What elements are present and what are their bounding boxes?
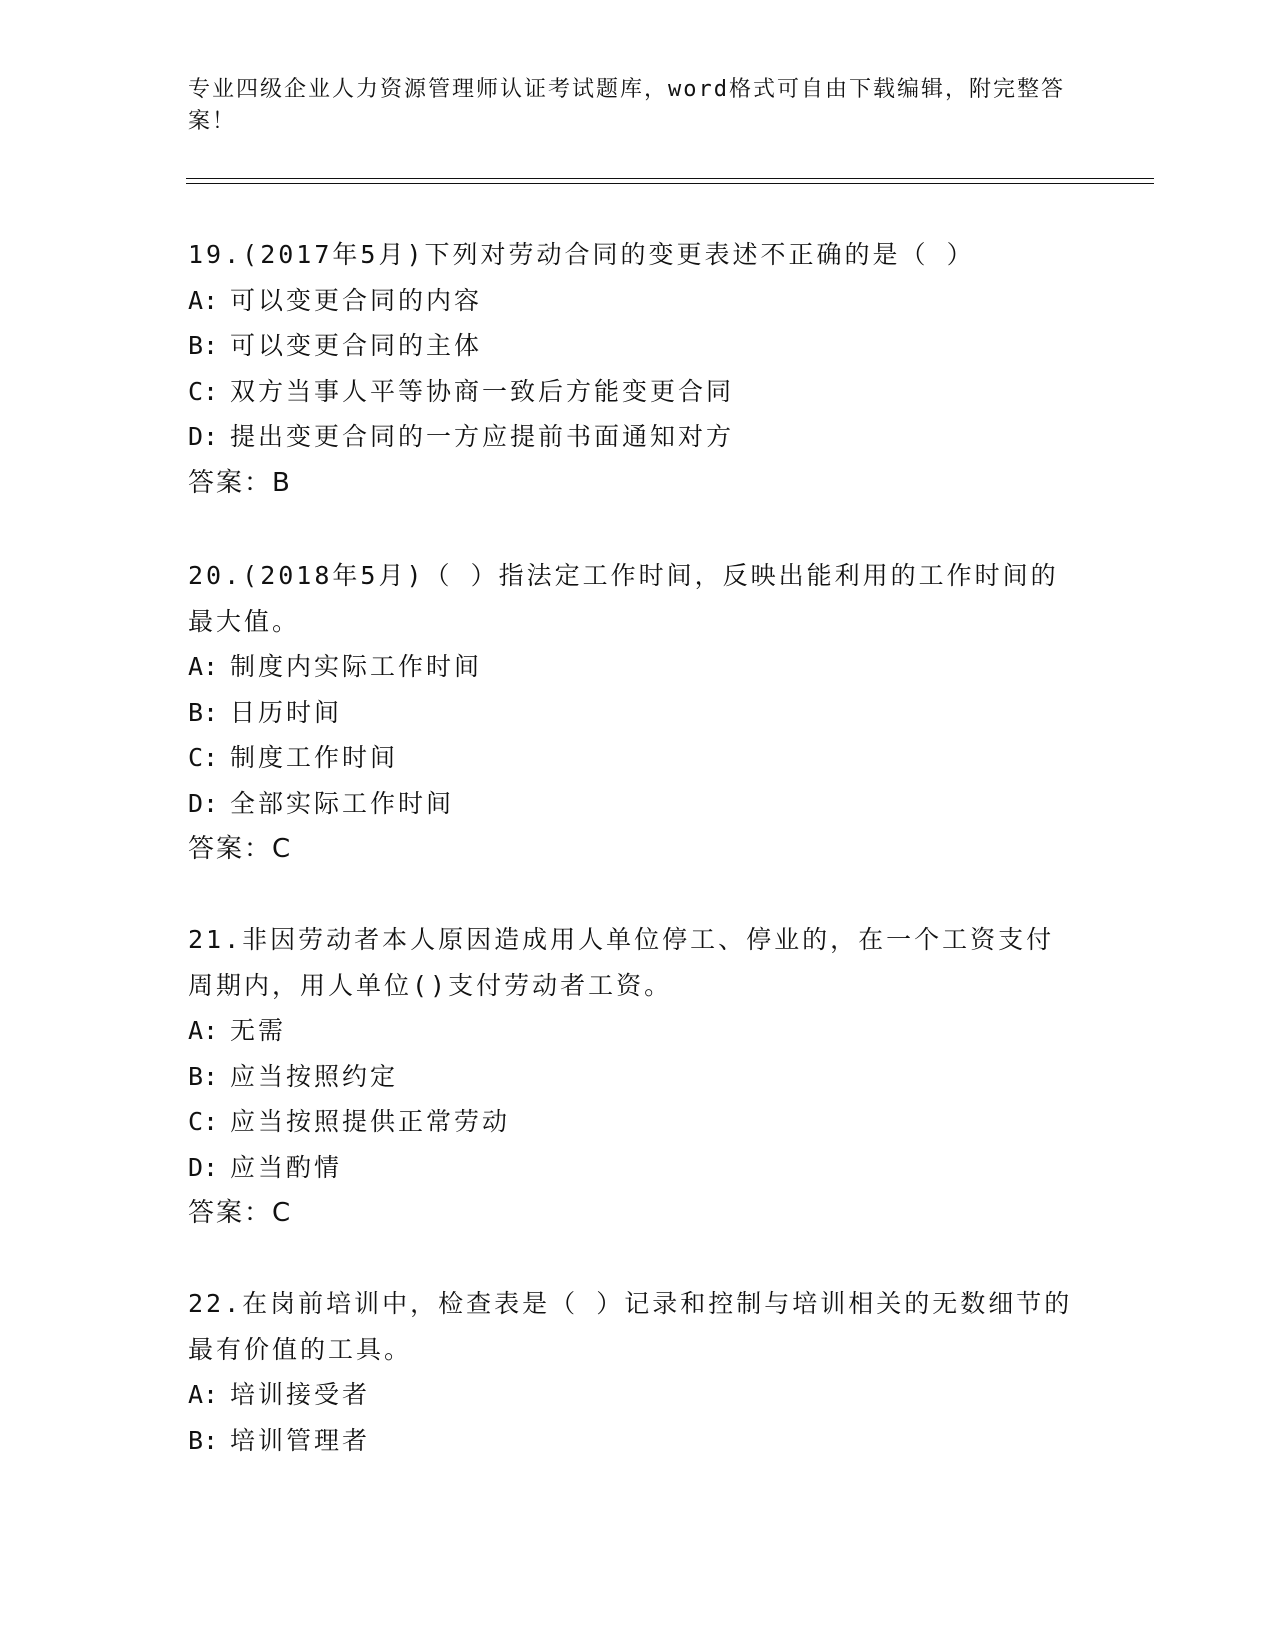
option-key: B: — [188, 697, 219, 727]
document-header: 专业四级企业人力资源管理师认证考试题库，word格式可自由下载编辑，附完整答案！ — [188, 77, 1065, 134]
option-text: 双方当事人平等协商一致后方能变更合同 — [230, 376, 735, 406]
option-b — [188, 323, 1078, 369]
header-divider-bottom — [186, 183, 1154, 184]
option-d — [188, 1145, 1078, 1191]
option-text: 应当按照提供正常劳动 — [230, 1107, 511, 1136]
option-key: A: — [188, 1016, 219, 1045]
option-text: 可以变更合同的主体 — [230, 331, 483, 360]
question-22 — [188, 1281, 1078, 1463]
option-key: C: — [188, 1107, 219, 1136]
option-a — [188, 278, 1078, 324]
option-key: B: — [188, 1061, 219, 1091]
option-key: B: — [188, 331, 219, 360]
answer-line: 答案：C — [188, 834, 293, 864]
option-b — [188, 1054, 1078, 1100]
option-a — [188, 1372, 1078, 1418]
question-19 — [188, 232, 1078, 506]
option-text: 无需 — [230, 1016, 287, 1045]
option-a — [188, 1008, 1078, 1054]
option-key: A: — [188, 1380, 219, 1409]
answer-line: 答案：C — [188, 1198, 293, 1228]
question-text: 21.非因劳动者本人原因造成用人单位停工、停业的，在一个工资支付周期内，用人单位()支付劳动者工资。 — [188, 925, 1055, 1000]
question-text: 20.(2018年5月)（ ）指法定工作时间，反映出能利用的工作时间的最大值。 — [188, 561, 1059, 636]
option-text: 制度工作时间 — [230, 743, 399, 772]
option-c — [188, 369, 1078, 415]
option-text: 提出变更合同的一方应提前书面通知对方 — [230, 422, 735, 451]
option-d — [188, 414, 1078, 460]
option-key: D: — [188, 1152, 219, 1182]
option-key: D: — [188, 788, 219, 818]
option-a — [188, 644, 1078, 690]
option-text: 培训管理者 — [230, 1425, 371, 1455]
option-text: 日历时间 — [230, 697, 343, 727]
option-c — [188, 1099, 1078, 1145]
option-key: C: — [188, 743, 219, 772]
option-d — [188, 781, 1078, 827]
option-text: 应当酌情 — [230, 1152, 343, 1182]
option-text: 应当按照约定 — [230, 1061, 399, 1091]
option-text: 制度内实际工作时间 — [230, 652, 483, 681]
option-text: 培训接受者 — [230, 1380, 371, 1409]
option-key: A: — [188, 652, 219, 681]
header-divider-top — [186, 178, 1154, 179]
question-20 — [188, 553, 1078, 872]
option-key: A: — [188, 285, 219, 315]
option-b — [188, 690, 1078, 736]
option-key: C: — [188, 376, 219, 406]
option-b — [188, 1418, 1078, 1464]
option-text: 全部实际工作时间 — [230, 788, 455, 818]
option-key: D: — [188, 422, 219, 451]
option-key: B: — [188, 1425, 219, 1455]
question-text: 19.(2017年5月)下列对劳动合同的变更表述不正确的是（ ） — [188, 240, 975, 269]
option-text: 可以变更合同的内容 — [230, 285, 483, 315]
question-text: 22.在岗前培训中，检查表是（ ）记录和控制与培训相关的无数细节的最有价值的工具。 — [188, 1289, 1073, 1364]
option-c — [188, 735, 1078, 781]
answer-line: 答案：B — [188, 467, 292, 498]
question-21 — [188, 917, 1078, 1236]
